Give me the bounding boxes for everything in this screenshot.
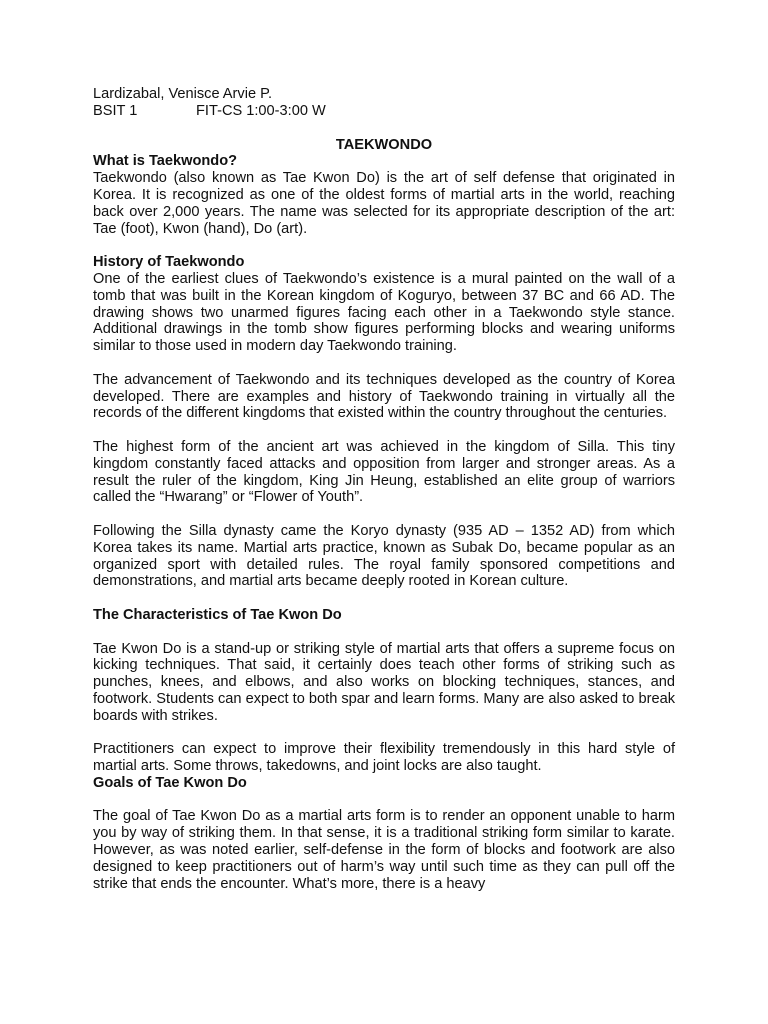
section-heading-history: History of Taekwondo	[93, 254, 245, 271]
section-heading-goals: Goals of Tae Kwon Do	[93, 774, 247, 791]
paragraph: Following the Silla dynasty came the Koryo dynasty (935 AD – 1352 AD) from which Korea takes its name. Martial arts practice, known as Subak Do, became popular as an organized sport with detailed rules. The royal family sponsored competitions and demonstrations, and martial arts became deeply rooted in Korean culture.	[93, 522, 675, 590]
paragraph: Practitioners can expect to improve their flexibility tremendously in this hard style of martial arts. Some throws, takedowns, and joint locks are also taught.	[93, 741, 675, 775]
course-code: BSIT 1	[93, 102, 138, 119]
paragraph: Taekwondo (also known as Tae Kwon Do) is the art of self defense that originated in Korea. It is recognized as one of the oldest forms of martial arts in the world, reaching back over 2,000 years. The name was selected for its appropriate description of the art: Tae (foot), Kwon (hand), Do (art).	[93, 170, 675, 237]
paragraph: Tae Kwon Do is a stand-up or striking style of martial arts that offers a supreme focus on kicking techniques. That said, it certainly does teach other forms of striking such as punches, knees, and elbows, and also works on blocking techniques, stances, and footwork. Students can expect to both spar and learn forms. Many are also asked to break boards with strikes.	[93, 640, 675, 724]
paragraph: The highest form of the ancient art was achieved in the kingdom of Silla. This tiny kingdom constantly faced attacks and opposition from larger and stronger areas. As a result the ruler of the kingdom, King Jin Heung, established an elite group of warriors called the “Hwarang” or “Flower of Youth”.	[93, 438, 675, 506]
paragraph: The goal of Tae Kwon Do as a martial arts form is to render an opponent unable to harm you by way of striking them. In that sense, it is a traditional striking form similar to karate. However, as was noted earlier, self-defense in the form of blocks and footwork are also designed to keep practitioners out of harm’s way until such time as they can pull off the strike that ends the encounter. What’s more, there is a heavy	[93, 808, 675, 892]
document-page	[93, 86, 675, 892]
author-name: Lardizabal, Venisce Arvie P.	[93, 86, 273, 102]
paragraph: The advancement of Taekwondo and its techniques developed as the country of Korea developed. There are examples and history of Taekwondo training in virtually all the records of the different kingdoms that existed within the country throughout the centuries.	[93, 371, 675, 422]
class-schedule: FIT-CS 1:00-3:00 W	[196, 102, 326, 119]
course-schedule-row	[93, 103, 675, 120]
section-heading-characteristics: The Characteristics of Tae Kwon Do	[93, 606, 342, 623]
document-title: TAEKWONDO	[335, 136, 433, 153]
paragraph: One of the earliest clues of Taekwondo’s existence is a mural painted on the wall of a tomb that was built in the Korean kingdom of Koguryo, between 37 BC and 66 AD. The drawing shows two unarmed figures facing each other in a Taekwondo style stance. Additional drawings in the tomb show figures performing blocks and wearing uniforms similar to those used in modern day Taekwondo training.	[93, 270, 675, 355]
section-heading-what-is: What is Taekwondo?	[93, 153, 238, 170]
